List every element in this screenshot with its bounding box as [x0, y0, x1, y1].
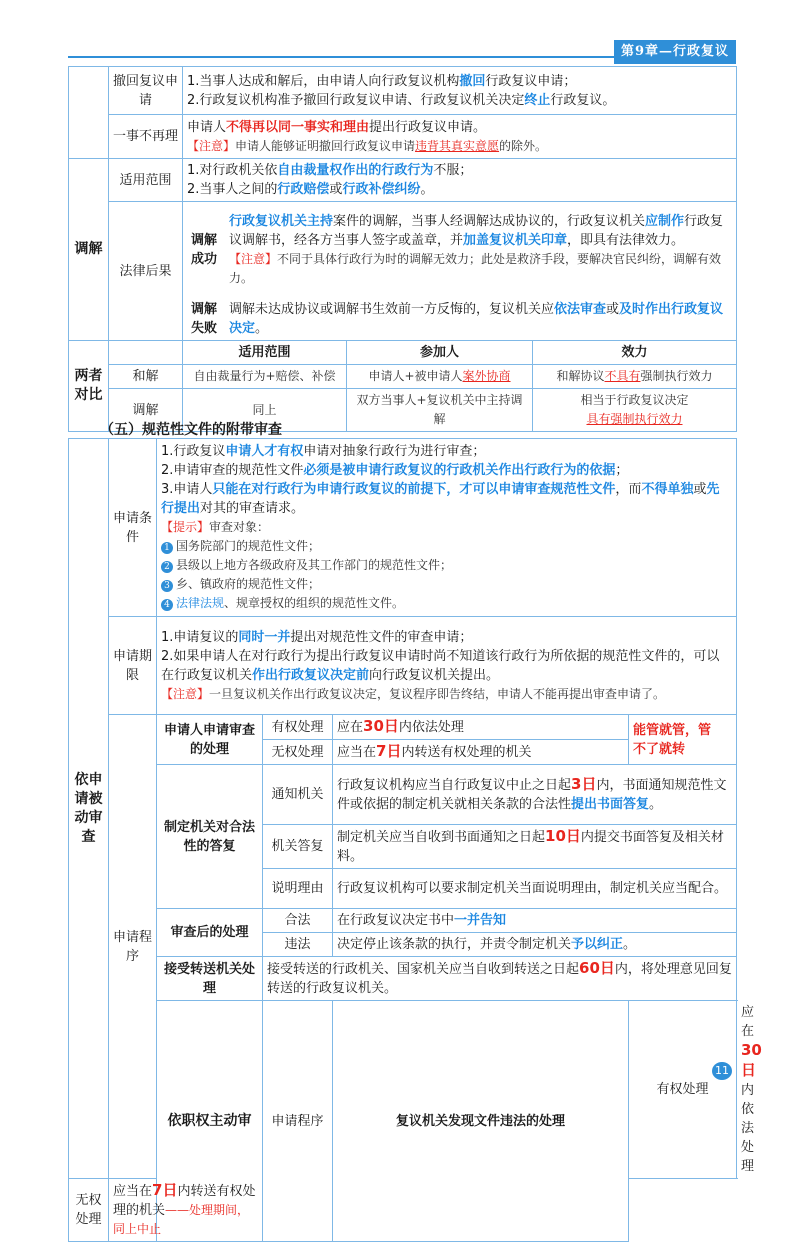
- legal-label: 合法: [263, 909, 333, 933]
- success-label: 调解成功: [190, 233, 217, 267]
- table-row: [69, 159, 737, 202]
- compare-head-effect: 效力: [533, 341, 737, 365]
- notify-content: 行政复议机构应当自行政复议中止之日起3日内，书面通知规范性文件或依据的制定机关就相关条款的合法性提出书面答复。: [333, 765, 737, 825]
- active-proc-label: 申请程序: [263, 1001, 333, 1242]
- review-table: [68, 438, 762, 1242]
- transfer-content: 接受转送的行政机关、国家机关应当自收到转送之日起60日内，将处理意见回复转送的行政复议机关。: [263, 957, 737, 1001]
- table-row: [183, 202, 736, 298]
- active-noauth-label: 无权处理: [69, 1179, 109, 1242]
- review-table-wrap: [68, 438, 762, 1242]
- noauth-label: 无权处理: [263, 740, 333, 765]
- legal-content: [183, 202, 737, 341]
- mediation-table: [68, 66, 737, 341]
- table-row: [69, 365, 737, 389]
- compare-head-party: 参加人: [347, 341, 533, 365]
- legal-inner-table: [183, 202, 736, 340]
- empty-cell: [109, 341, 183, 365]
- table-row: [69, 715, 737, 740]
- notify-label: 通知机关: [263, 765, 333, 825]
- active-auth-label: 有权处理: [629, 1001, 737, 1179]
- table-row: [69, 67, 737, 115]
- page-number: 11: [712, 1062, 732, 1080]
- cond-label: 申请条件: [109, 439, 157, 617]
- no-retry-content: 申请人不得再以同一事实和理由提出行政复议申请。 【注意】申请人能够证明撤回行政复议申请违背其真实意愿的除外。: [183, 115, 737, 159]
- success-content: 行政复议机关主持案件的调解，当事人经调解达成协议的，行政复议机关应制作行政复议调解书，经各方当事人签字或盖章，并加盖复议机关印章，即具有法律效力。 【注意】不同于具体行政行为时的调解无效力；此处是救济手段，要解决官民纠纷，调解有效力。: [229, 214, 724, 285]
- reply-label: 机关答复: [263, 825, 333, 869]
- withdraw-label: 撤回复议申请: [109, 67, 183, 115]
- illegal-content: 决定停止该条款的执行，并责令制定机关予以纠正。: [333, 933, 737, 957]
- scope-label: 适用范围: [109, 159, 183, 202]
- top-table-wrap: [68, 66, 736, 432]
- handle-label: 申请人申请审查的处理: [157, 715, 263, 765]
- table-row: [69, 341, 737, 365]
- proc-label: 申请程序: [109, 715, 157, 1179]
- transfer-label: 接受转送机关处理: [157, 957, 263, 1001]
- noauth-content: 应当在7日内转送有权处理的机关: [333, 740, 629, 765]
- side-note: 能管就管，管 不了就转: [629, 715, 737, 765]
- table-row: [69, 115, 737, 159]
- compare-r2-name: 调解: [109, 389, 183, 432]
- fail-label: 调解失败: [190, 302, 217, 336]
- cond-content: 1.行政复议申请人才有权申请对抽象行政行为进行审查； 2.申请审查的规范性文件必须是被申请行政复议的行政机关作出行政行为的依据； 3.申请人只能在对行政行为申请行政复议的前提下，才可以申请审查规范性文件，而不得单独或先行提出对其的审查请求。 【提示】审查对象： 1 国务院部门的规范性文件； 2 县级以上地方各级政府及其工作部门的规范性文件； 3 乡、镇政府的规范性文件； 4 法律法规、规章授权的组织的规范性文件。: [157, 439, 737, 617]
- table-row: [69, 909, 737, 933]
- compare-label: 两者对比: [69, 341, 109, 432]
- active-label: 依职权主动审: [157, 1001, 263, 1242]
- resp-label: 制定机关对合法性的答复: [157, 765, 263, 909]
- compare-r1-scope: 自由裁量行为+赔偿、补偿: [183, 365, 347, 389]
- review-label: 依申请被动审查: [69, 439, 109, 1179]
- compare-r2-scope: 同上: [183, 389, 347, 432]
- fail-content: 调解未达成协议或调解书生效前一方反悔的，复议机关应依法审查或及时作出行政复议决定。: [229, 302, 724, 336]
- illegal-label: 违法: [263, 933, 333, 957]
- explain-label: 说明理由: [263, 869, 333, 909]
- page-header: [0, 40, 800, 64]
- auth-content: 应在30日内依法处理: [333, 715, 629, 740]
- find-label: 复议机关发现文件违法的处理: [333, 1001, 629, 1242]
- withdraw-content: 1.当事人达成和解后，由申请人向行政复议机构撤回行政复议申请； 2.行政复议机构准予撤回行政复议申请、行政复议机关决定终止行政复议。: [183, 67, 737, 115]
- table-row: [183, 298, 736, 340]
- compare-head-scope: 适用范围: [183, 341, 347, 365]
- chapter-tag: 第9章—行政复议: [614, 40, 736, 64]
- legal-label: 法律后果: [109, 202, 183, 341]
- no-retry-label: 一事不再理: [109, 115, 183, 159]
- period-content: 1.申请复议的同时一并提出对规范性文件的审查申请； 2.如果申请人在对行政行为提出行政复议申请时尚不知道该行政行为所依据的规范性文件的，可以在行政复议机关作出行政复议决定前向行政复议机关提出。 【注意】一旦复议机关作出行政复议决定，复议程序即告终结，申请人不能再提出审查申请了。: [157, 617, 737, 715]
- table-row: 依职权主动审 申请程序 复议机关发现文件违法的处理 有权处理 应在30日内依法处理: [69, 1001, 737, 1179]
- compare-r1-name: 和解: [109, 365, 183, 389]
- compare-r1-effect: 和解协议不具有强制执行效力: [533, 365, 737, 389]
- table-row: [69, 439, 737, 617]
- compare-r2-effect: 相当于行政复议决定 具有强制执行效力: [533, 389, 737, 432]
- table-row: [69, 957, 737, 1001]
- auth-label: 有权处理: [263, 715, 333, 740]
- empty-cell: [69, 67, 109, 159]
- legal-content: 在行政复议决定书中一并告知: [333, 909, 737, 933]
- explain-content: 行政复议机构可以要求制定机关当面说明理由，制定机关应当配合。: [333, 869, 737, 909]
- compare-r2-party: 双方当事人+复议机关中主持调解: [347, 389, 533, 432]
- table-row: [69, 617, 737, 715]
- after-label: 审查后的处理: [157, 909, 263, 957]
- reply-content: 制定机关应当自收到书面通知之日起10日内提交书面答复及相关材料。: [333, 825, 737, 869]
- mediation-label: 调解: [69, 159, 109, 341]
- active-noauth-content: 应当在7日内转送有权处理的机关——处理期间，同上中止: [109, 1179, 263, 1242]
- table-row: [69, 202, 737, 341]
- scope-content: 1.对行政机关依自由裁量权作出的行政行为不服； 2.当事人之间的行政赔偿或行政补偿纠纷。: [183, 159, 737, 202]
- section-title: （五）规范性文件的附带审查: [100, 422, 282, 438]
- compare-r1-party: 申请人+被申请人案外协商: [347, 365, 533, 389]
- table-row: [69, 765, 737, 825]
- period-label: 申请期限: [109, 617, 157, 715]
